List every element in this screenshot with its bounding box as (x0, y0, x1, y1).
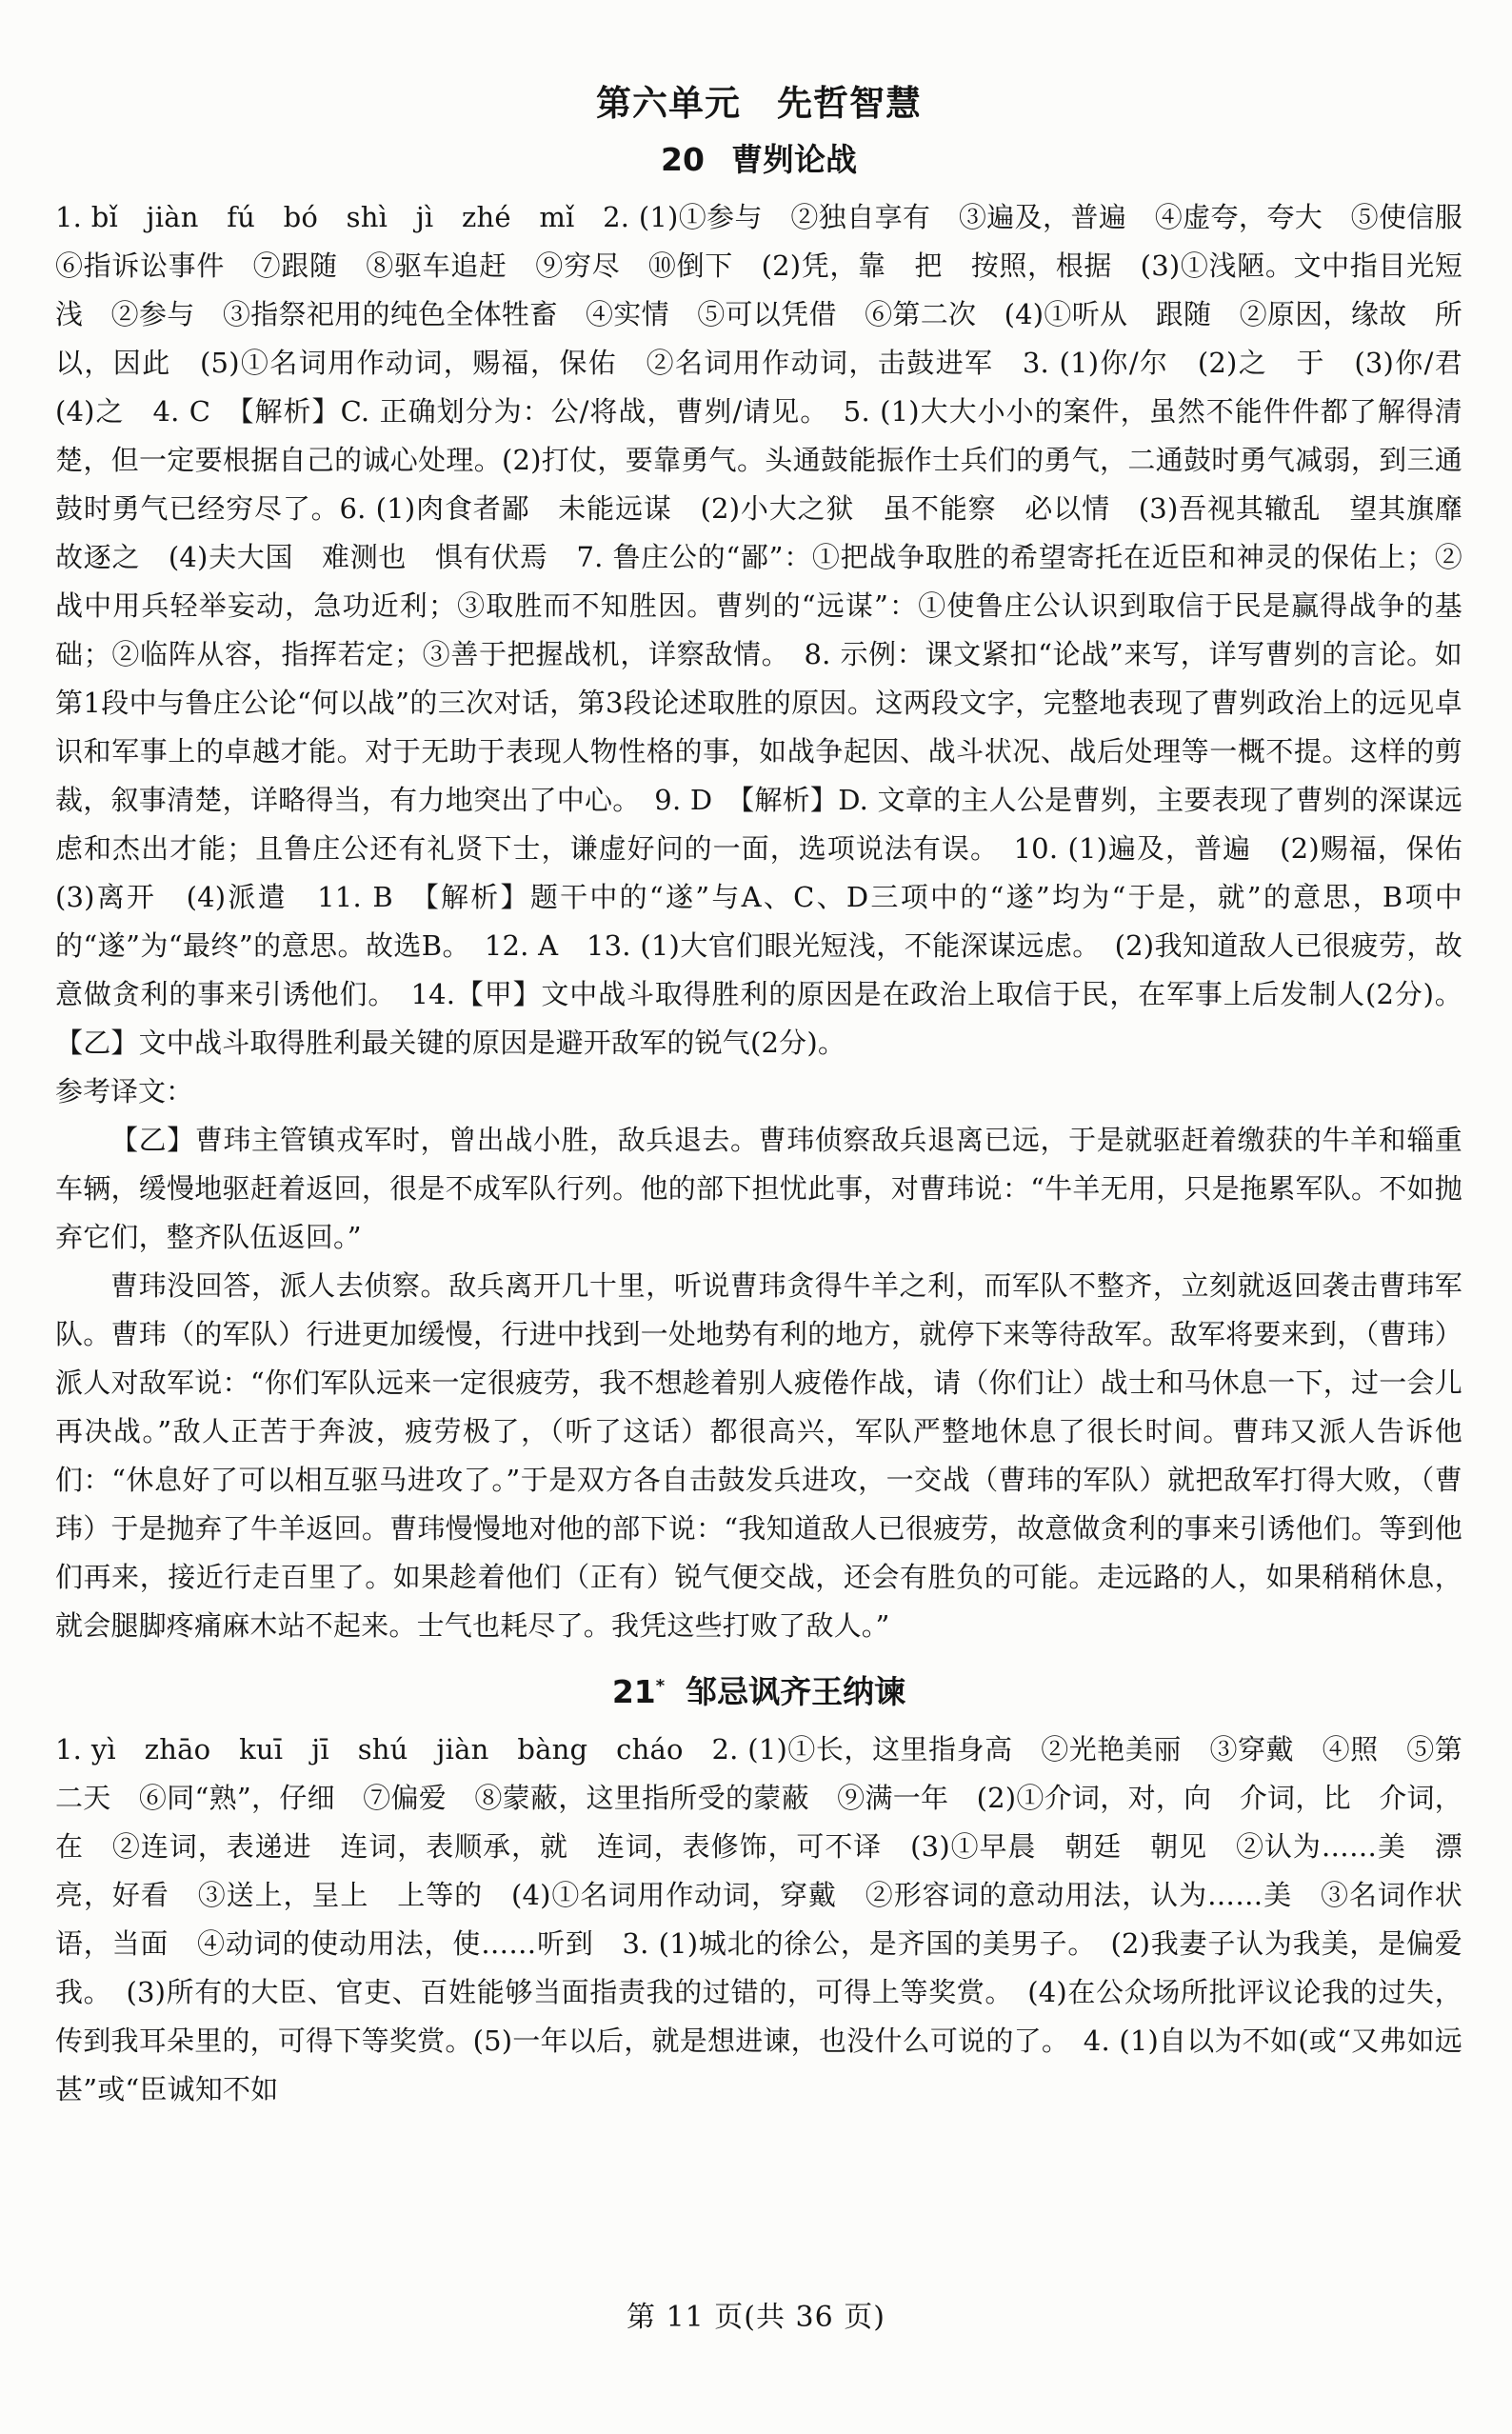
lesson-title-21 (55, 1667, 1462, 1712)
lesson-number: 21 (611, 1673, 656, 1710)
lesson-name: 邹忌讽齐王纳谏 (686, 1673, 906, 1710)
optional-lesson-mark: * (655, 1676, 666, 1696)
lesson-number: 20 (661, 141, 705, 178)
lesson-title-20 (55, 135, 1462, 180)
lesson-20-answers: 1. bǐ jiàn fú bó shì jì zhé mǐ 2. (1)①参与 ②独自享有 ③遍及，普遍 ④虚夸，夸大 ⑤使信服 ⑥指诉讼事件 ⑦跟随 ⑧驱车追赶 ⑨穷尽 ⑩倒下 (2)凭，靠 把 按照，根据 (3)①浅陋。文中指目光短浅 ②参与 ③指祭祀用的纯色全体牲畜 ④实情 ⑤可以凭借 ⑥第二次 (4)①听从 跟随 ②原因，缘故 所以，因此 (5)①名词用作动词，赐福，保佑 ②名词用作动词，击鼓进军 3. (1)你/尔 (2)之 于 (3)你/君 (4)之 4. C 【解析】C. 正确划分为：公/将战，曹刿/请见。 5. (1)大大小小的案件，虽然不能件件都了解得清楚，但一定要根据自己的诚心处理。(2)打仗，要靠勇气。头通鼓能振作士兵们的勇气，二通鼓时勇气减弱，到三通鼓时勇气已经穷尽了。6. (1)肉食者鄙 未能远谋 (2)小大之狱 虽不能察 必以情 (3)吾视其辙乱 望其旗靡 故逐之 (4)夫大国 难测也 惧有伏焉 7. 鲁庄公的“鄙”：①把战争取胜的希望寄托在近臣和神灵的保佑上；②战中用兵轻举妄动，急功近利；③取胜而不知胜因。曹刿的“远谋”：①使鲁庄公认识到取信于民是赢得战争的基础；②临阵从容，指挥若定；③善于把握战机，详察敌情。 8. 示例：课文紧扣“论战”来写，详写曹刿的言论。如第1段中与鲁庄公论“何以战”的三次对话，第3段论述取胜的原因。这两段文字，完整地表现了曹刿政治上的远见卓识和军事上的卓越才能。对于无助于表现人物性格的事，如战争起因、战斗状况、战后处理等一概不提。这样的剪裁，叙事清楚，详略得当，有力地突出了中心。 9. D 【解析】D. 文章的主人公是曹刿，主要表现了曹刿的深谋远虑和杰出才能；且鲁庄公还有礼贤下士，谦虚好问的一面，选项说法有误。 10. (1)遍及，普遍 (2)赐福，保佑 (3)离开 (4)派遣 11. B 【解析】题干中的“遂”与A、C、D三项中的“遂”均为“于是，就”的意思，B项中的“遂”为“最终”的意思。故选B。 12. A 13. (1)大官们眼光短浅，不能深谋远虑。 (2)我知道敌人已很疲劳，故意做贪利的事来引诱他们。 14.【甲】文中战斗取得胜利的原因是在政治上取信于民，在军事上后发制人(2分)。【乙】文中战斗取得胜利最关键的原因是避开敌军的锐气(2分)。 (55, 201, 1491, 1059)
translation-paragraph-2: 曹玮没回答，派人去侦察。敌兵离开几十里，听说曹玮贪得牛羊之利，而军队不整齐，立刻就返回袭击曹玮军队。曹玮（的军队）行进更加缓慢，行进中找到一处地势有利的地方，就停下来等待敌军。敌军将要来到，（曹玮）派人对敌军说：“你们军队远来一定很疲劳，我不想趁着别人疲倦作战，请（你们让）战士和马休息一下，过一会儿再决战。”敌人正苦于奔波，疲劳极了，（听了这话）都很高兴，军队严整地休息了很长时间。曹玮又派人告诉他们：“休息好了可以相互驱马进攻了。”于是双方各自击鼓发兵进攻，一交战（曹玮的军队）就把敌军打得大败，（曹玮）于是抛弃了牛羊返回。曹玮慢慢地对他的部下说：“我知道敌人已很疲劳，故意做贪利的事来引诱他们。等到他们再来，接近行走百里了。如果趁着他们（正有）锐气便交战，还会有胜负的可能。走远路的人，如果稍稍休息，就会腿脚疼痛麻木站不起来。士气也耗尽了。我凭这些打败了敌人。” (55, 1269, 1462, 1642)
translation-label: 参考译文： (55, 1075, 194, 1107)
unit-title: 第六单元 先哲智慧 (596, 83, 922, 124)
lesson-name: 曹刿论战 (730, 141, 857, 178)
lesson-21-answers: 1. yì zhāo kuī jī shú jiàn bàng cháo 2. (1)①长，这里指身高 ②光艳美丽 ③穿戴 ④照 ⑤第二天 ⑥同“熟”，仔细 ⑦偏爱 ⑧蒙蔽，这里指所受的蒙蔽 ⑨满一年 (2)①介词，对，向 介词，比 介词，在 ②连词，表递进 连词，表顺承，就 连词，表修饰，可不译 (3)①早晨 朝廷 朝见 ②认为……美 漂亮，好看 ③送上，呈上 上等的 (4)①名词用作动词，穿戴 ②形容词的意动用法，认为……美 ③名词作状语，当面 ④动词的使动用法，使……听到 3. (1)城北的徐公，是齐国的美男子。 (2)我妻子认为我美，是偏爱我。 (3)所有的大臣、官吏、百姓能够当面指责我的过错的，可得上等奖赏。 (4)在公众场所批评议论我的过失，传到我耳朵里的，可得下等奖赏。(5)一年以后，就是想进谏，也没什么可说的了。 4. (1)自以为不如(或“又弗如远甚”或“臣诚知不如 (55, 1733, 1462, 2105)
page-footer: 第 11 页(共 36 页) (627, 2301, 885, 2334)
translation-paragraph-1: 【乙】曹玮主管镇戎军时，曾出战小胜，敌兵退去。曹玮侦察敌兵退离已远，于是就驱赶着缴获的牛羊和辎重车辆，缓慢地驱赶着返回，很是不成军队行列。他的部下担忧此事，对曹玮说：“牛羊无用，只是拖累军队。不如抛弃它们，整齐队伍返回。” (55, 1124, 1462, 1253)
